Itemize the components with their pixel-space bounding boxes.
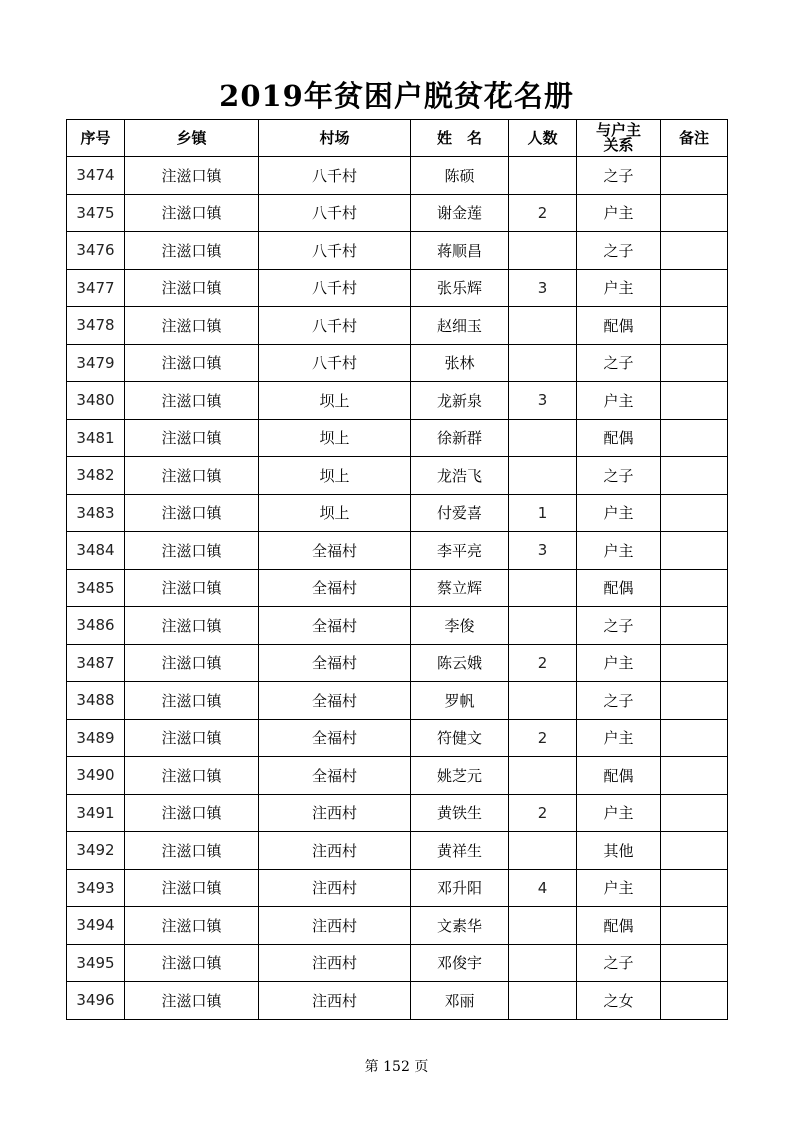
cell-town: 注滋口镇 <box>125 157 259 195</box>
table-row <box>67 494 728 532</box>
cell-count <box>509 307 577 345</box>
header-remark: 备注 <box>661 120 728 157</box>
cell-relation: 配偶 <box>577 907 661 945</box>
cell-seq: 3492 <box>67 832 125 870</box>
cell-remark <box>661 344 728 382</box>
cell-relation: 之女 <box>577 982 661 1020</box>
cell-seq: 3486 <box>67 607 125 645</box>
cell-name: 龙浩飞 <box>411 457 509 495</box>
cell-village: 注西村 <box>259 832 411 870</box>
cell-town: 注滋口镇 <box>125 682 259 720</box>
cell-remark <box>661 869 728 907</box>
cell-relation: 户主 <box>577 194 661 232</box>
cell-name: 黄铁生 <box>411 794 509 832</box>
cell-name: 陈硕 <box>411 157 509 195</box>
cell-name: 文素华 <box>411 907 509 945</box>
cell-count <box>509 907 577 945</box>
cell-count: 3 <box>509 269 577 307</box>
cell-town: 注滋口镇 <box>125 794 259 832</box>
cell-seq: 3484 <box>67 532 125 570</box>
cell-remark <box>661 494 728 532</box>
cell-seq: 3491 <box>67 794 125 832</box>
cell-remark <box>661 982 728 1020</box>
cell-village: 注西村 <box>259 982 411 1020</box>
cell-relation: 户主 <box>577 494 661 532</box>
cell-remark <box>661 419 728 457</box>
header-relation-line2: 关系 <box>603 136 634 154</box>
cell-count <box>509 982 577 1020</box>
header-row <box>67 120 728 157</box>
cell-village: 注西村 <box>259 907 411 945</box>
cell-seq: 3476 <box>67 232 125 270</box>
footer-prefix: 第 <box>364 1059 379 1075</box>
cell-name: 符健文 <box>411 719 509 757</box>
cell-name: 张乐辉 <box>411 269 509 307</box>
table-row <box>67 869 728 907</box>
table-row <box>67 907 728 945</box>
cell-village: 全福村 <box>259 757 411 795</box>
cell-town: 注滋口镇 <box>125 194 259 232</box>
cell-name: 张林 <box>411 344 509 382</box>
table-row <box>67 157 728 195</box>
cell-name: 邓升阳 <box>411 869 509 907</box>
header-village: 村场 <box>259 120 411 157</box>
cell-town: 注滋口镇 <box>125 607 259 645</box>
cell-village: 八千村 <box>259 307 411 345</box>
cell-remark <box>661 757 728 795</box>
cell-relation: 之子 <box>577 457 661 495</box>
table-row <box>67 307 728 345</box>
cell-name: 罗帆 <box>411 682 509 720</box>
cell-count <box>509 682 577 720</box>
header-seq: 序号 <box>67 120 125 157</box>
table-row <box>67 382 728 420</box>
cell-remark <box>661 232 728 270</box>
cell-count: 2 <box>509 644 577 682</box>
cell-remark <box>661 832 728 870</box>
cell-name: 黄祥生 <box>411 832 509 870</box>
header-town: 乡镇 <box>125 120 259 157</box>
cell-remark <box>661 794 728 832</box>
cell-seq: 3478 <box>67 307 125 345</box>
cell-remark <box>661 644 728 682</box>
cell-count <box>509 457 577 495</box>
cell-town: 注滋口镇 <box>125 982 259 1020</box>
table-row <box>67 944 728 982</box>
cell-count <box>509 157 577 195</box>
cell-relation: 配偶 <box>577 307 661 345</box>
cell-name: 陈云娥 <box>411 644 509 682</box>
roster-body <box>67 157 728 1020</box>
table-row <box>67 532 728 570</box>
cell-remark <box>661 307 728 345</box>
cell-relation: 之子 <box>577 682 661 720</box>
cell-remark <box>661 682 728 720</box>
cell-count <box>509 569 577 607</box>
cell-village: 八千村 <box>259 269 411 307</box>
cell-relation: 户主 <box>577 382 661 420</box>
cell-count <box>509 832 577 870</box>
cell-village: 全福村 <box>259 569 411 607</box>
cell-relation: 之子 <box>577 232 661 270</box>
cell-village: 八千村 <box>259 232 411 270</box>
page-title: 2019年贫困户脱贫花名册 <box>219 79 574 113</box>
cell-count <box>509 607 577 645</box>
cell-relation: 配偶 <box>577 569 661 607</box>
cell-remark <box>661 382 728 420</box>
cell-relation: 配偶 <box>577 419 661 457</box>
cell-seq: 3481 <box>67 419 125 457</box>
cell-name: 付爱喜 <box>411 494 509 532</box>
table-row <box>67 194 728 232</box>
table-row <box>67 269 728 307</box>
table-row <box>67 569 728 607</box>
cell-remark <box>661 532 728 570</box>
cell-name: 徐新群 <box>411 419 509 457</box>
cell-name: 邓俊宇 <box>411 944 509 982</box>
cell-village: 全福村 <box>259 682 411 720</box>
cell-seq: 3495 <box>67 944 125 982</box>
cell-remark <box>661 569 728 607</box>
header-relation <box>577 120 661 157</box>
cell-village: 坝上 <box>259 419 411 457</box>
cell-relation: 之子 <box>577 944 661 982</box>
cell-seq: 3480 <box>67 382 125 420</box>
cell-seq: 3483 <box>67 494 125 532</box>
cell-name: 李俊 <box>411 607 509 645</box>
cell-seq: 3474 <box>67 157 125 195</box>
cell-seq: 3490 <box>67 757 125 795</box>
cell-count: 2 <box>509 719 577 757</box>
cell-seq: 3487 <box>67 644 125 682</box>
table-row <box>67 457 728 495</box>
cell-seq: 3479 <box>67 344 125 382</box>
header-relation-line1: 与户主 <box>595 121 641 139</box>
cell-seq: 3494 <box>67 907 125 945</box>
cell-seq: 3482 <box>67 457 125 495</box>
cell-remark <box>661 457 728 495</box>
cell-count: 2 <box>509 794 577 832</box>
cell-town: 注滋口镇 <box>125 269 259 307</box>
cell-remark <box>661 194 728 232</box>
cell-relation: 户主 <box>577 269 661 307</box>
cell-remark <box>661 944 728 982</box>
cell-village: 坝上 <box>259 494 411 532</box>
cell-name: 李平亮 <box>411 532 509 570</box>
cell-town: 注滋口镇 <box>125 307 259 345</box>
cell-relation: 之子 <box>577 344 661 382</box>
header-name: 姓 名 <box>411 120 509 157</box>
cell-count: 3 <box>509 382 577 420</box>
cell-town: 注滋口镇 <box>125 457 259 495</box>
cell-village: 坝上 <box>259 382 411 420</box>
cell-town: 注滋口镇 <box>125 232 259 270</box>
cell-seq: 3477 <box>67 269 125 307</box>
table-row <box>67 757 728 795</box>
cell-name: 赵细玉 <box>411 307 509 345</box>
cell-name: 龙新泉 <box>411 382 509 420</box>
cell-town: 注滋口镇 <box>125 644 259 682</box>
cell-count <box>509 232 577 270</box>
cell-count <box>509 344 577 382</box>
table-row <box>67 644 728 682</box>
cell-remark <box>661 269 728 307</box>
cell-seq: 3496 <box>67 982 125 1020</box>
cell-village: 注西村 <box>259 794 411 832</box>
cell-count <box>509 419 577 457</box>
header-count: 人数 <box>509 120 577 157</box>
cell-name: 邓丽 <box>411 982 509 1020</box>
page-footer <box>0 1056 793 1076</box>
cell-seq: 3485 <box>67 569 125 607</box>
cell-village: 八千村 <box>259 194 411 232</box>
cell-town: 注滋口镇 <box>125 869 259 907</box>
cell-remark <box>661 157 728 195</box>
cell-count: 2 <box>509 194 577 232</box>
table-row <box>67 607 728 645</box>
cell-town: 注滋口镇 <box>125 757 259 795</box>
table-row <box>67 982 728 1020</box>
cell-seq: 3493 <box>67 869 125 907</box>
cell-village: 全福村 <box>259 644 411 682</box>
cell-name: 谢金莲 <box>411 194 509 232</box>
cell-count <box>509 944 577 982</box>
cell-town: 注滋口镇 <box>125 344 259 382</box>
cell-name: 姚芝元 <box>411 757 509 795</box>
cell-relation: 其他 <box>577 832 661 870</box>
cell-relation: 户主 <box>577 869 661 907</box>
roster-table <box>66 119 728 1020</box>
cell-village: 注西村 <box>259 869 411 907</box>
cell-seq: 3489 <box>67 719 125 757</box>
cell-relation: 之子 <box>577 157 661 195</box>
cell-town: 注滋口镇 <box>125 944 259 982</box>
table-row <box>67 832 728 870</box>
cell-relation: 户主 <box>577 794 661 832</box>
table-row <box>67 682 728 720</box>
cell-town: 注滋口镇 <box>125 719 259 757</box>
footer-suffix: 页 <box>414 1059 429 1075</box>
cell-count <box>509 757 577 795</box>
cell-seq: 3488 <box>67 682 125 720</box>
cell-name: 蔡立辉 <box>411 569 509 607</box>
cell-village: 八千村 <box>259 157 411 195</box>
cell-village: 坝上 <box>259 457 411 495</box>
cell-relation: 户主 <box>577 719 661 757</box>
footer-page-number: 152 <box>383 1059 410 1075</box>
cell-town: 注滋口镇 <box>125 419 259 457</box>
cell-remark <box>661 907 728 945</box>
cell-town: 注滋口镇 <box>125 382 259 420</box>
table-row <box>67 232 728 270</box>
cell-count: 1 <box>509 494 577 532</box>
cell-town: 注滋口镇 <box>125 569 259 607</box>
cell-village: 八千村 <box>259 344 411 382</box>
cell-village: 注西村 <box>259 944 411 982</box>
cell-relation: 配偶 <box>577 757 661 795</box>
cell-count: 3 <box>509 532 577 570</box>
cell-seq: 3475 <box>67 194 125 232</box>
cell-remark <box>661 719 728 757</box>
cell-town: 注滋口镇 <box>125 532 259 570</box>
cell-relation: 户主 <box>577 644 661 682</box>
table-row <box>67 344 728 382</box>
cell-relation: 之子 <box>577 607 661 645</box>
cell-village: 全福村 <box>259 532 411 570</box>
cell-town: 注滋口镇 <box>125 832 259 870</box>
cell-village: 全福村 <box>259 719 411 757</box>
table-row <box>67 719 728 757</box>
cell-remark <box>661 607 728 645</box>
cell-relation: 户主 <box>577 532 661 570</box>
table-row <box>67 794 728 832</box>
cell-name: 蒋顺昌 <box>411 232 509 270</box>
cell-town: 注滋口镇 <box>125 494 259 532</box>
table-row <box>67 419 728 457</box>
cell-village: 全福村 <box>259 607 411 645</box>
cell-count: 4 <box>509 869 577 907</box>
cell-town: 注滋口镇 <box>125 907 259 945</box>
